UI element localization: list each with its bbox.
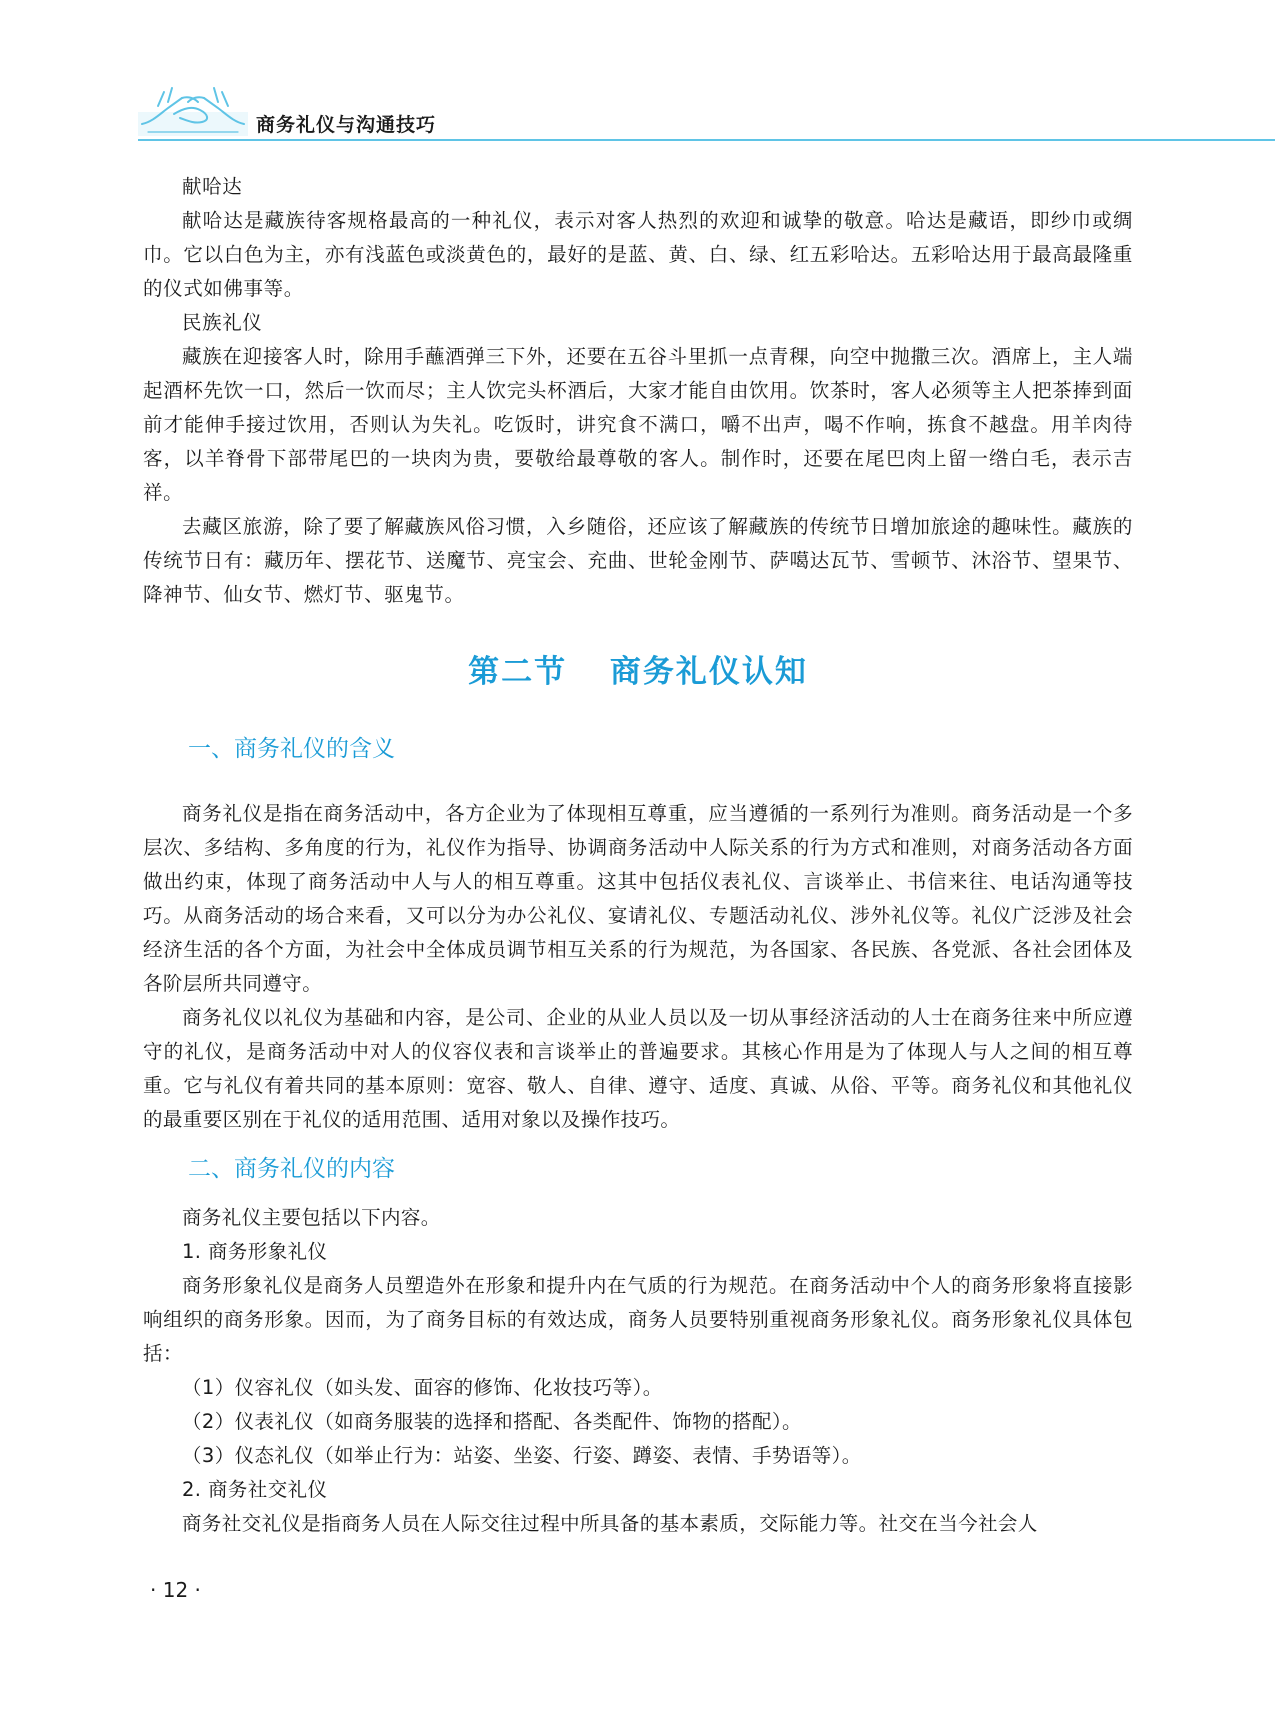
header-divider	[138, 139, 1275, 141]
paragraph: 商务形象礼仪是商务人员塑造外在形象和提升内在气质的行为规范。在商务活动中个人的商务形象将直接影响组织的商务形象。因而，为了商务目标的有效达成，商务人员要特别重视商务形象礼仪。商务形象礼仪具体包括：	[143, 1274, 1133, 1365]
book-title: 商务礼仪与沟通技巧	[256, 114, 437, 136]
page-header	[0, 0, 1275, 150]
subsection-title: 一、商务礼仪的含义	[188, 736, 395, 762]
paragraph: 藏族在迎接客人时，除用手蘸酒弹三下外，还要在五谷斗里抓一点青稞，向空中抛撒三次。酒席上，主人端起酒杯先饮一口，然后一饮而尽；主人饮完头杯酒后，大家才能自由饮用。饮茶时，客人必须等主人把茶捧到面前才能伸手接过饮用，否则认为失礼。吃饭时，讲究食不满口，嚼不出声，喝不作响，拣食不越盘。用羊肉待客，以羊脊骨下部带尾巴的一块肉为贵，要敬给最尊敬的客人。制作时，还要在尾巴肉上留一绺白毛，表示吉祥。	[143, 345, 1133, 504]
paragraph: 商务礼仪是指在商务活动中，各方企业为了体现相互尊重，应当遵循的一系列行为准则。商务活动是一个多层次、多结构、多角度的行为，礼仪作为指导、协调商务活动中人际关系的行为方式和准则，对商务活动各方面做出约束，体现了商务活动中人与人的相互尊重。这其中包括仪表礼仪、言谈举止、书信来往、电话沟通等技巧。从商务活动的场合来看，又可以分为办公礼仪、宴请礼仪、专题活动礼仪、涉外礼仪等。礼仪广泛涉及社会经济生活的各个方面，为社会中全体成员调节相互关系的行为规范，为各国家、各民族、各党派、各社会团体及各阶层所共同遵守。	[143, 802, 1133, 995]
subsection-title: 二、商务礼仪的内容	[188, 1156, 395, 1182]
paragraph: 1. 商务形象礼仪	[182, 1240, 328, 1263]
list-item: （1）仪容礼仪（如头发、面容的修饰、化妆技巧等）。	[182, 1376, 663, 1399]
paragraph: 献哈达是藏族待客规格最高的一种礼仪，表示对客人热烈的欢迎和诚挚的敬意。哈达是藏语，即纱巾或绸巾。它以白色为主，亦有浅蓝色或淡黄色的，最好的是蓝、黄、白、绿、红五彩哈达。五彩哈达用于最高最隆重的仪式如佛事等。	[143, 209, 1133, 300]
list-item: （2）仪表礼仪（如商务服装的选择和搭配、各类配件、饰物的搭配）。	[182, 1410, 802, 1433]
paragraph: 商务礼仪主要包括以下内容。	[182, 1206, 441, 1229]
paragraph: 商务礼仪以礼仪为基础和内容，是公司、企业的从业人员以及一切从事经济活动的人士在商务往来中所应遵守的礼仪，是商务活动中对人的仪容仪表和言谈举止的普遍要求。其核心作用是为了体现人与人之间的相互尊重。它与礼仪有着共同的基本原则：宽容、敬人、自律、遵守、适度、真诚、从俗、平等。商务礼仪和其他礼仪的最重要区别在于礼仪的适用范围、适用对象以及操作技巧。	[143, 1006, 1133, 1131]
list-item: （3）仪态礼仪（如举止行为：站姿、坐姿、行姿、蹲姿、表情、手势语等）。	[182, 1444, 862, 1467]
paragraph: 2. 商务社交礼仪	[182, 1478, 328, 1501]
section-title: 第二节 商务礼仪认知	[468, 654, 808, 690]
page-number: · 12 ·	[150, 1578, 201, 1602]
paragraph: 献哈达	[182, 175, 243, 198]
paragraph: 民族礼仪	[182, 311, 263, 334]
page-content	[143, 170, 1133, 1541]
handshake-icon	[138, 84, 248, 136]
paragraph: 商务社交礼仪是指商务人员在人际交往过程中所具备的基本素质，交际能力等。社交在当今社会人	[182, 1512, 1038, 1535]
paragraph: 去藏区旅游，除了要了解藏族风俗习惯，入乡随俗，还应该了解藏族的传统节日增加旅途的趣味性。藏族的传统节日有：藏历年、摆花节、送魔节、亮宝会、充曲、世轮金刚节、萨噶达瓦节、雪顿节、沐浴节、望果节、降神节、仙女节、燃灯节、驱鬼节。	[143, 515, 1133, 606]
